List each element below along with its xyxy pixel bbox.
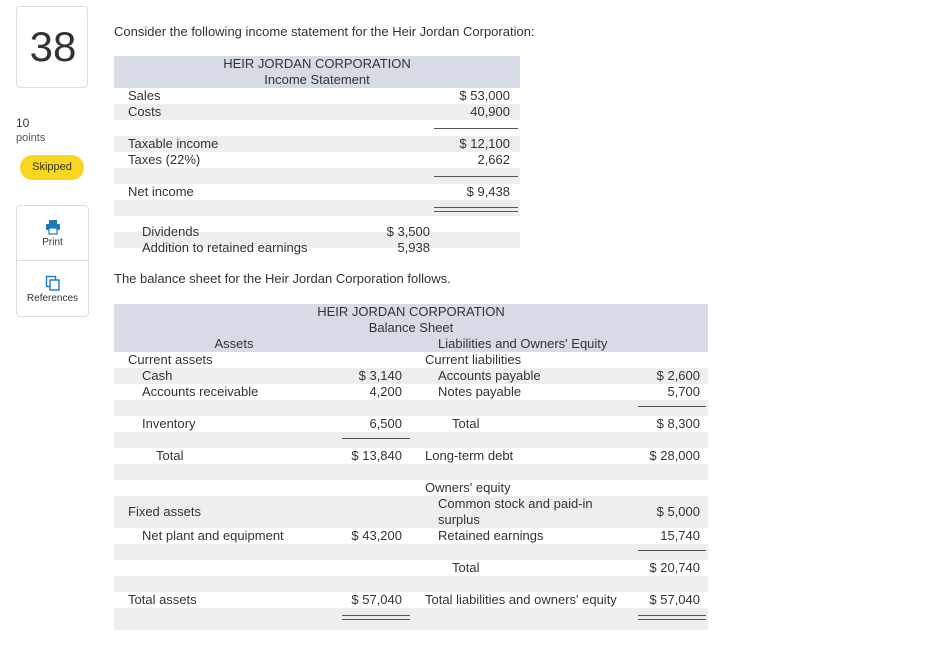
is-net-value: $ 9,438: [466, 184, 510, 199]
bs-assets-header: Assets: [214, 336, 254, 351]
bs-np-label: Notes payable: [438, 384, 522, 399]
references-icon: [45, 275, 61, 291]
balance-sheet-intro: The balance sheet for the Heir Jordan Corporation follows.: [114, 271, 451, 286]
is-rule-1: [434, 128, 518, 129]
bs-company: HEIR JORDAN CORPORATION: [317, 304, 505, 319]
is-rule-2: [434, 176, 518, 177]
bs-asset-double-top: [342, 615, 410, 616]
bs-re-label: Retained earnings: [438, 528, 544, 543]
bs-asset-rule-1: [342, 438, 410, 439]
bs-liab-double-bottom: [638, 619, 706, 620]
is-sales-value: $ 53,000: [459, 88, 510, 103]
bs-ca-total-value: $ 13,840: [351, 448, 402, 463]
bs-oe-total-value: $ 20,740: [649, 560, 700, 575]
bs-liab-double-top: [638, 615, 706, 616]
bs-fixed-assets: Fixed assets: [128, 504, 201, 519]
bs-npe-label: Net plant and equipment: [142, 528, 284, 543]
is-taxable-label: Taxable income: [128, 136, 219, 151]
bs-cl-total-value: $ 8,300: [656, 416, 700, 431]
bs-total-assets-value: $ 57,040: [351, 592, 402, 607]
bs-ar-label: Accounts receivable: [142, 384, 259, 399]
is-sales-label: Sales: [128, 88, 161, 103]
printer-icon: [45, 219, 61, 235]
bs-re-value: 15,740: [660, 528, 700, 543]
is-double-rule-top: [434, 207, 518, 208]
is-taxes-label: Taxes (22%): [128, 152, 201, 167]
bs-current-assets: Current assets: [128, 352, 213, 367]
is-dividends-value: $ 3,500: [386, 224, 430, 239]
bs-tloe-value: $ 57,040: [649, 592, 700, 607]
intro-text: Consider the following income statement for the Heir Jordan Corporation:: [114, 24, 535, 39]
references-label: References: [26, 293, 79, 304]
bs-liab-rule-2: [638, 550, 706, 551]
is-taxes-value: 2,662: [477, 152, 510, 167]
status-badge: Skipped: [20, 155, 84, 180]
bs-cs-value: $ 5,000: [656, 504, 700, 519]
is-dividends-label: Dividends: [142, 224, 200, 239]
bs-tloe-label: Total liabilities and owners' equity: [425, 592, 617, 607]
bs-ap-value: $ 2,600: [656, 368, 700, 383]
references-button[interactable]: [17, 262, 88, 317]
bs-current-liabilities: Current liabilities: [425, 352, 522, 367]
bs-owners-equity: Owners' equity: [425, 480, 511, 495]
is-double-rule-bottom: [434, 211, 518, 212]
bs-ltd-label: Long-term debt: [425, 448, 514, 463]
bs-oe-total-label: Total: [452, 560, 480, 575]
bs-asset-double-bottom: [342, 619, 410, 620]
bs-cash-label: Cash: [142, 368, 173, 383]
bs-ltd-value: $ 28,000: [649, 448, 700, 463]
print-button[interactable]: [17, 206, 88, 261]
bs-cs-label-2: surplus: [438, 512, 480, 527]
points-label: points: [16, 132, 46, 144]
bs-cl-total-label: Total: [452, 416, 480, 431]
bs-cs-label-1: Common stock and paid-in: [438, 496, 593, 511]
is-title: Income Statement: [264, 72, 370, 87]
is-addition-value: 5,938: [397, 240, 430, 255]
question-number: 38: [29, 23, 77, 70]
is-company: HEIR JORDAN CORPORATION: [223, 56, 411, 71]
is-costs-label: Costs: [128, 104, 162, 119]
is-net-label: Net income: [128, 184, 194, 199]
points-value: 10: [16, 116, 30, 130]
bs-ap-label: Accounts payable: [438, 368, 541, 383]
bs-title: Balance Sheet: [368, 320, 454, 335]
question-number-box: [16, 6, 88, 88]
is-taxable-value: $ 12,100: [459, 136, 510, 151]
print-label: Print: [42, 237, 63, 248]
bs-cash-value: $ 3,140: [358, 368, 402, 383]
tools-panel: [16, 205, 89, 317]
bs-ar-value: 4,200: [369, 384, 402, 399]
bs-liab-header: Liabilities and Owners' Equity: [438, 336, 608, 351]
bs-liab-rule-1: [638, 406, 706, 407]
bs-inventory-label: Inventory: [142, 416, 196, 431]
bs-inventory-value: 6,500: [369, 416, 402, 431]
bs-ca-total-label: Total: [156, 448, 184, 463]
is-addition-label: Addition to retained earnings: [142, 240, 308, 255]
is-costs-value: 40,900: [470, 104, 510, 119]
bs-total-assets-label: Total assets: [128, 592, 197, 607]
bs-np-value: 5,700: [667, 384, 700, 399]
bs-npe-value: $ 43,200: [351, 528, 402, 543]
